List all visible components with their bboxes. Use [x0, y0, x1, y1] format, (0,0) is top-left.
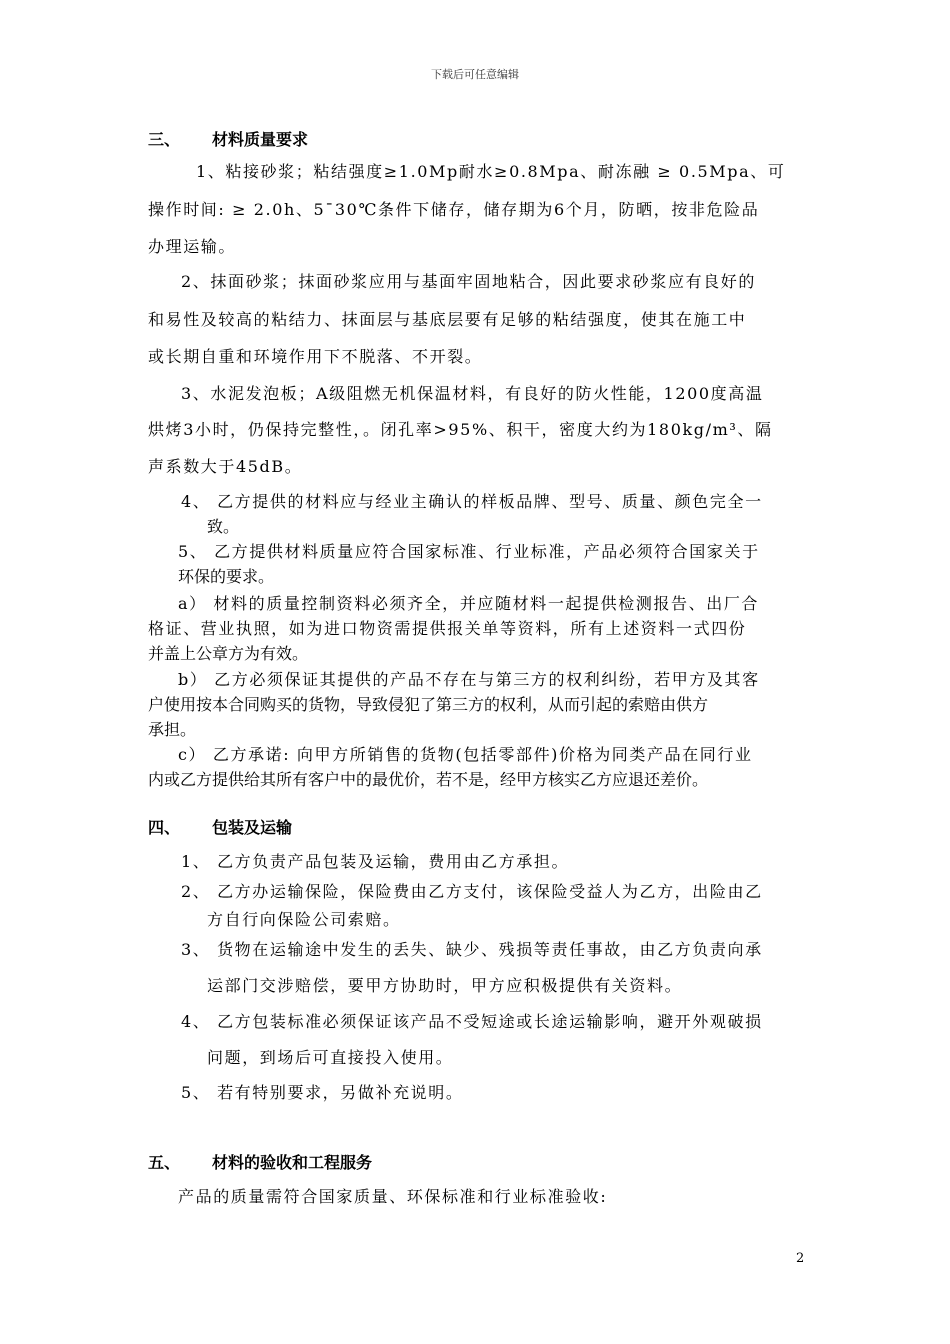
- paragraph-line: 1、粘接砂浆；粘结强度≥1.0Mp耐水≥0.8Mpa、耐冻融 ≥ 0.5Mpa、可: [196, 162, 786, 181]
- paragraph-line: 2、抹面砂浆；抹面砂浆应用与基面牢固地粘合，因此要求砂浆应有良好的: [181, 272, 756, 291]
- section-3-number: 三、: [148, 130, 181, 149]
- section-4-number: 四、: [148, 818, 181, 837]
- section-4-heading: [148, 818, 292, 838]
- sub-item-line: 并盖上公章方为有效。: [148, 644, 309, 663]
- sub-item-line: c） 乙方承诺: 向甲方所销售的货物(包括零部件)价格为同类产品在同行业: [178, 745, 753, 764]
- paragraph-line: 烘烤3小时，仍保持完整性，。闭孔率>95%、积干，密度大约为180kg/m³、隔: [148, 420, 773, 439]
- paragraph-line: 操作时间: ≥ 2.0h、5¯30℃条件下储存，储存期为6个月，防晒，按非危险品: [148, 200, 760, 219]
- section-3-title: 材料质量要求: [212, 130, 309, 149]
- section-5-heading: [148, 1153, 372, 1173]
- list-item-line: 环保的要求。: [178, 567, 275, 586]
- sub-item-line: 格证、营业执照，如为进口物资需提供报关单等资料，所有上述资料一式四份: [148, 619, 747, 638]
- paragraph-line: 办理运输。: [148, 237, 237, 256]
- sub-item-line: b） 乙方必须保证其提供的产品不存在与第三方的权利纠纷，若甲方及其客: [178, 670, 760, 689]
- list-item-line: 5、 若有特别要求，另做补充说明。: [181, 1083, 464, 1102]
- list-item-line: 致。: [207, 517, 240, 536]
- list-item-line: 1、 乙方负责产品包装及运输，费用由乙方承担。: [181, 852, 570, 871]
- list-item-line: 5、 乙方提供材料质量应符合国家标准、行业标准，产品必须符合国家关于: [178, 542, 760, 561]
- section-3-heading: [148, 130, 308, 150]
- list-item-line: 运部门交涉赔偿，要甲方协助时，甲方应积极提供有关资料。: [207, 976, 683, 995]
- section-5-number: 五、: [148, 1153, 181, 1172]
- sub-item-line: 户使用按本合同购买的货物，导致侵犯了第三方的权利，从而引起的索赔由供方: [148, 695, 709, 714]
- paragraph-line: 声系数大于45dB。: [148, 457, 303, 476]
- list-item-line: 2、 乙方办运输保险，保险费由乙方支付，该保险受益人为乙方，出险由乙: [181, 882, 763, 901]
- list-item-line: 3、 货物在运输途中发生的丢失、缺少、残损等责任事故，由乙方负责向承: [181, 940, 763, 959]
- paragraph-line: 3、水泥发泡板；A级阻燃无机保温材料，有良好的防火性能，1200度高温: [181, 384, 764, 403]
- paragraph-line: 和易性及较高的粘结力、抹面层与基底层要有足够的粘结强度，使其在施工中: [148, 310, 747, 329]
- section-4-title: 包装及运输: [212, 818, 293, 837]
- list-item-line: 4、 乙方包装标准必须保证该产品不受短途或长途运输影响，避开外观破损: [181, 1012, 763, 1031]
- list-item-line: 4、 乙方提供的材料应与经业主确认的样板品牌、型号、质量、颜色完全一: [181, 492, 763, 511]
- paragraph-line: 产品的质量需符合国家质量、环保标准和行业标准验收:: [178, 1187, 608, 1206]
- section-5-title: 材料的验收和工程服务: [212, 1153, 373, 1172]
- list-item-line: 问题，到场后可直接投入使用。: [207, 1048, 454, 1067]
- page-header: 下载后可任意编辑: [431, 68, 519, 81]
- sub-item-line: a） 材料的质量控制资料必须齐全，并应随材料一起提供检测报告、出厂合: [178, 594, 760, 613]
- paragraph-line: 或长期自重和环境作用下不脱落、不开裂。: [148, 347, 483, 366]
- sub-item-line: 内或乙方提供给其所有客户中的最优价，若不是，经甲方核实乙方应退还差价。: [148, 770, 709, 789]
- list-item-line: 方自行向保险公司索赔。: [207, 910, 401, 929]
- sub-item-line: 承担。: [148, 720, 197, 739]
- page-number: 2: [796, 1251, 805, 1266]
